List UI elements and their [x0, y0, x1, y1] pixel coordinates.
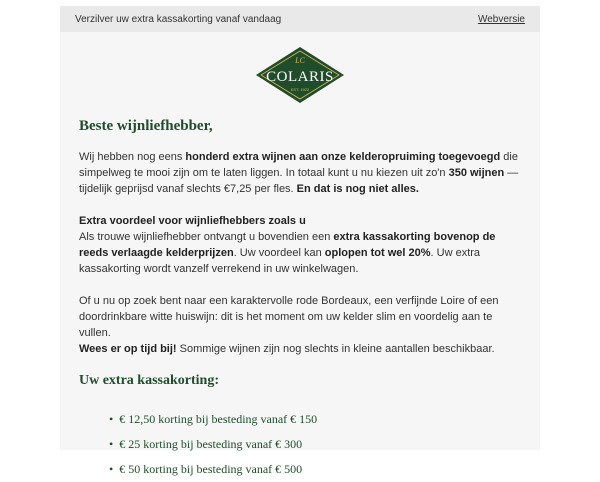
colaris-logo-icon — [254, 46, 346, 104]
discount-item: • € 50 korting bij besteding vanaf € 500 — [109, 457, 521, 482]
email-body — [60, 118, 540, 482]
preheader-bar — [60, 6, 540, 32]
discount-heading: Uw extra kassakorting: — [79, 373, 219, 388]
logo-brand: COLARIS — [266, 69, 334, 85]
logo-monogram: LC — [295, 56, 305, 65]
discount-item: • € 12,50 korting bij besteding vanaf € 150 — [109, 407, 521, 432]
discount-item: • € 25 korting bij besteding vanaf € 300 — [109, 432, 521, 457]
greeting-heading: Beste wijnliefhebber, — [79, 118, 213, 134]
preheader-text: Verzilver uw extra kassakorting vanaf vandaag — [75, 13, 282, 25]
logo[interactable] — [60, 46, 540, 104]
logo-established: EST. 1922 — [290, 87, 310, 92]
extra-voordeel-heading: Extra voordeel voor wijnliefhebbers zoals u — [79, 215, 306, 227]
intro-paragraph: Wij hebben nog eens honderd extra wijnen aan onze kelderopruiming toegevoegd die simpelweg te mooi zijn om te laten liggen. In totaal kunt u nu kiezen uit zo'n 350 wijnen — tijdelijk geprijsd vanaf slechts €7,25 per fles. En dat is nog niet alles. — [79, 151, 519, 195]
webversion-link[interactable]: Webversie — [477, 13, 525, 25]
discount-list — [79, 407, 521, 482]
email-container — [60, 6, 540, 476]
bordeaux-paragraph: Of u nu op zoek bent naar een karaktervolle rode Bordeaux, een verfijnde Loire of een doordrinkbare witte huiswijn: dit is het moment om uw kelder slim en voordelig aan te vullen. Wees er op tijd bij! Sommige wijnen zijn nog slechts in kleine aantallen beschikbaar. — [79, 295, 499, 355]
extra-voordeel-paragraph: Extra voordeel voor wijnliefhebbers zoals u Als trouwe wijnliefhebber ontvangt u bovendien een extra kassakorting bovenop de reeds verlaagde kelderprijzen. Uw voordeel kan oplopen tot wel 20%. Uw extra kassakorting wordt vanzelf verrekend in uw winkelwagen. — [79, 215, 496, 275]
